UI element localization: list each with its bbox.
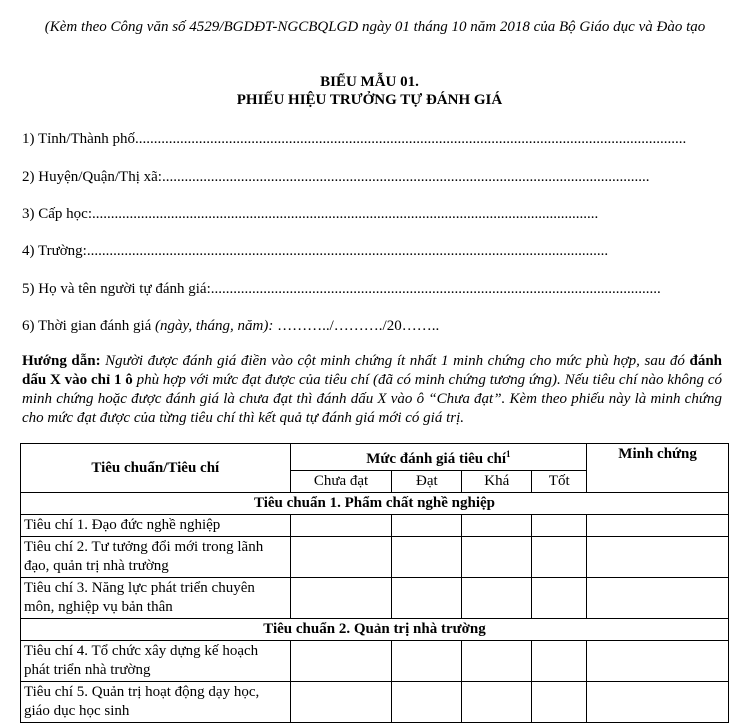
criterion-5-excellent[interactable] (532, 682, 587, 723)
table-row (21, 682, 729, 723)
form-subtitle: PHIẾU HIỆU TRƯỞNG TỰ ĐÁNH GIÁ (236, 92, 503, 108)
table-header-row (21, 444, 729, 471)
table-row (21, 537, 729, 578)
criterion-4-evidence[interactable] (587, 641, 729, 682)
criterion-4-not-achieved[interactable] (290, 641, 392, 682)
instructions-part1: Người được đánh giá điền vào cột minh chứng ít nhất 1 minh chứng cho mức phù hợp, sau đó (100, 353, 690, 369)
field-assessment-date-label: 6) Thời gian đánh giá (22, 318, 156, 334)
criterion-4: Tiêu chí 4. Tổ chức xây dựng kế hoạch phát triển nhà trường (21, 641, 291, 682)
field-province-dots: ................................................................................................................................................... (135, 131, 687, 147)
criterion-1-evidence[interactable] (587, 515, 729, 537)
level-achieved: Đạt (392, 471, 462, 493)
header-level-label: Mức đánh giá tiêu chí (366, 451, 507, 467)
field-assessor-name[interactable] (22, 280, 661, 298)
criterion-3-excellent[interactable] (532, 578, 587, 619)
criterion-4-excellent[interactable] (532, 641, 587, 682)
field-district-label: 2) Huyện/Quận/Thị xã: (22, 169, 162, 185)
field-assessment-date-hint: (ngày, tháng, năm): (155, 318, 274, 334)
criterion-1-good[interactable] (462, 515, 532, 537)
standard-row (21, 493, 729, 515)
field-district[interactable] (22, 168, 649, 186)
table-row (21, 578, 729, 619)
header-evidence: Minh chứng (587, 444, 729, 493)
header-criteria: Tiêu chuẩn/Tiêu chí (21, 444, 291, 493)
criterion-4-good[interactable] (462, 641, 532, 682)
instructions (22, 352, 722, 428)
criterion-2-evidence[interactable] (587, 537, 729, 578)
criterion-2-achieved[interactable] (392, 537, 462, 578)
level-good: Khá (462, 471, 532, 493)
criterion-1: Tiêu chí 1. Đạo đức nghề nghiệp (21, 515, 291, 537)
criterion-2-not-achieved[interactable] (290, 537, 392, 578)
level-excellent: Tốt (532, 471, 587, 493)
field-school-level-label: 3) Cấp học: (22, 206, 92, 222)
instructions-bold: đánh dấu X vào chỉ 1 ô (22, 353, 723, 388)
field-assessor-name-dots: ........................................................................................................................ (210, 281, 661, 297)
criterion-1-excellent[interactable] (532, 515, 587, 537)
criterion-3-evidence[interactable] (587, 578, 729, 619)
document-note: (Kèm theo Công văn số 4529/BGDĐT-NGCBQLGD ngày 01 tháng 10 năm 2018 của Bộ Giáo dục và Đào tạo (44, 19, 706, 35)
field-assessment-date[interactable] (22, 317, 439, 335)
criterion-1-not-achieved[interactable] (290, 515, 392, 537)
criterion-5-not-achieved[interactable] (290, 682, 392, 723)
standard-2: Tiêu chuẩn 2. Quản trị nhà trường (21, 619, 729, 641)
field-assessor-name-label: 5) Họ và tên người tự đánh giá: (22, 281, 211, 297)
criterion-3: Tiêu chí 3. Năng lực phát triển chuyên môn, nghiệp vụ bản thân (21, 578, 291, 619)
level-not-achieved: Chưa đạt (290, 471, 392, 493)
criterion-2-excellent[interactable] (532, 537, 587, 578)
table-row (21, 515, 729, 537)
criterion-2: Tiêu chí 2. Tư tưởng đổi mới trong lãnh đạo, quản trị nhà trường (21, 537, 291, 578)
field-school-label: 4) Trường: (22, 243, 87, 259)
standard-1: Tiêu chuẩn 1. Phẩm chất nghề nghiệp (21, 493, 729, 515)
field-school-level-dots: ....................................................................................................................................... (91, 206, 599, 222)
criterion-2-good[interactable] (462, 537, 532, 578)
table-row (21, 641, 729, 682)
criterion-1-achieved[interactable] (392, 515, 462, 537)
standard-row (21, 619, 729, 641)
field-district-dots: .................................................................................................................................. (161, 169, 650, 185)
field-school-dots: ........................................................................................................................................... (86, 243, 609, 259)
instructions-label: Hướng dẫn: (22, 353, 101, 369)
criterion-3-not-achieved[interactable] (290, 578, 392, 619)
criterion-3-achieved[interactable] (392, 578, 462, 619)
criterion-3-good[interactable] (462, 578, 532, 619)
criterion-5-evidence[interactable] (587, 682, 729, 723)
field-school-level[interactable] (22, 205, 598, 223)
instructions-part2: phù hợp với mức đạt được của tiêu chí (đã có minh chứng tương ứng). Nếu tiêu chí nào không có minh chứng hoặc được đánh giá là chưa đạt thì đánh dấu X vào ô “Chưa đạt”. Kèm theo phiếu này là minh chứng cho mức đạt được của từng tiêu chí thì kết quả tự đánh giá mới có giá trị. (22, 372, 723, 426)
criterion-5-achieved[interactable] (392, 682, 462, 723)
header-level-footnote: 1 (506, 449, 511, 459)
assessment-table (20, 443, 729, 723)
form-title: BIỂU MẪU 01. (320, 74, 419, 90)
criterion-5-good[interactable] (462, 682, 532, 723)
header-level (290, 444, 587, 471)
criterion-5: Tiêu chí 5. Quản trị hoạt động dạy học, giáo dục học sinh (21, 682, 291, 723)
field-assessment-date-value: ………../………./20…….. (273, 318, 440, 334)
field-province-label: 1) Tỉnh/Thành phố (22, 131, 136, 147)
field-province[interactable] (22, 130, 686, 148)
field-school[interactable] (22, 242, 608, 260)
criterion-4-achieved[interactable] (392, 641, 462, 682)
